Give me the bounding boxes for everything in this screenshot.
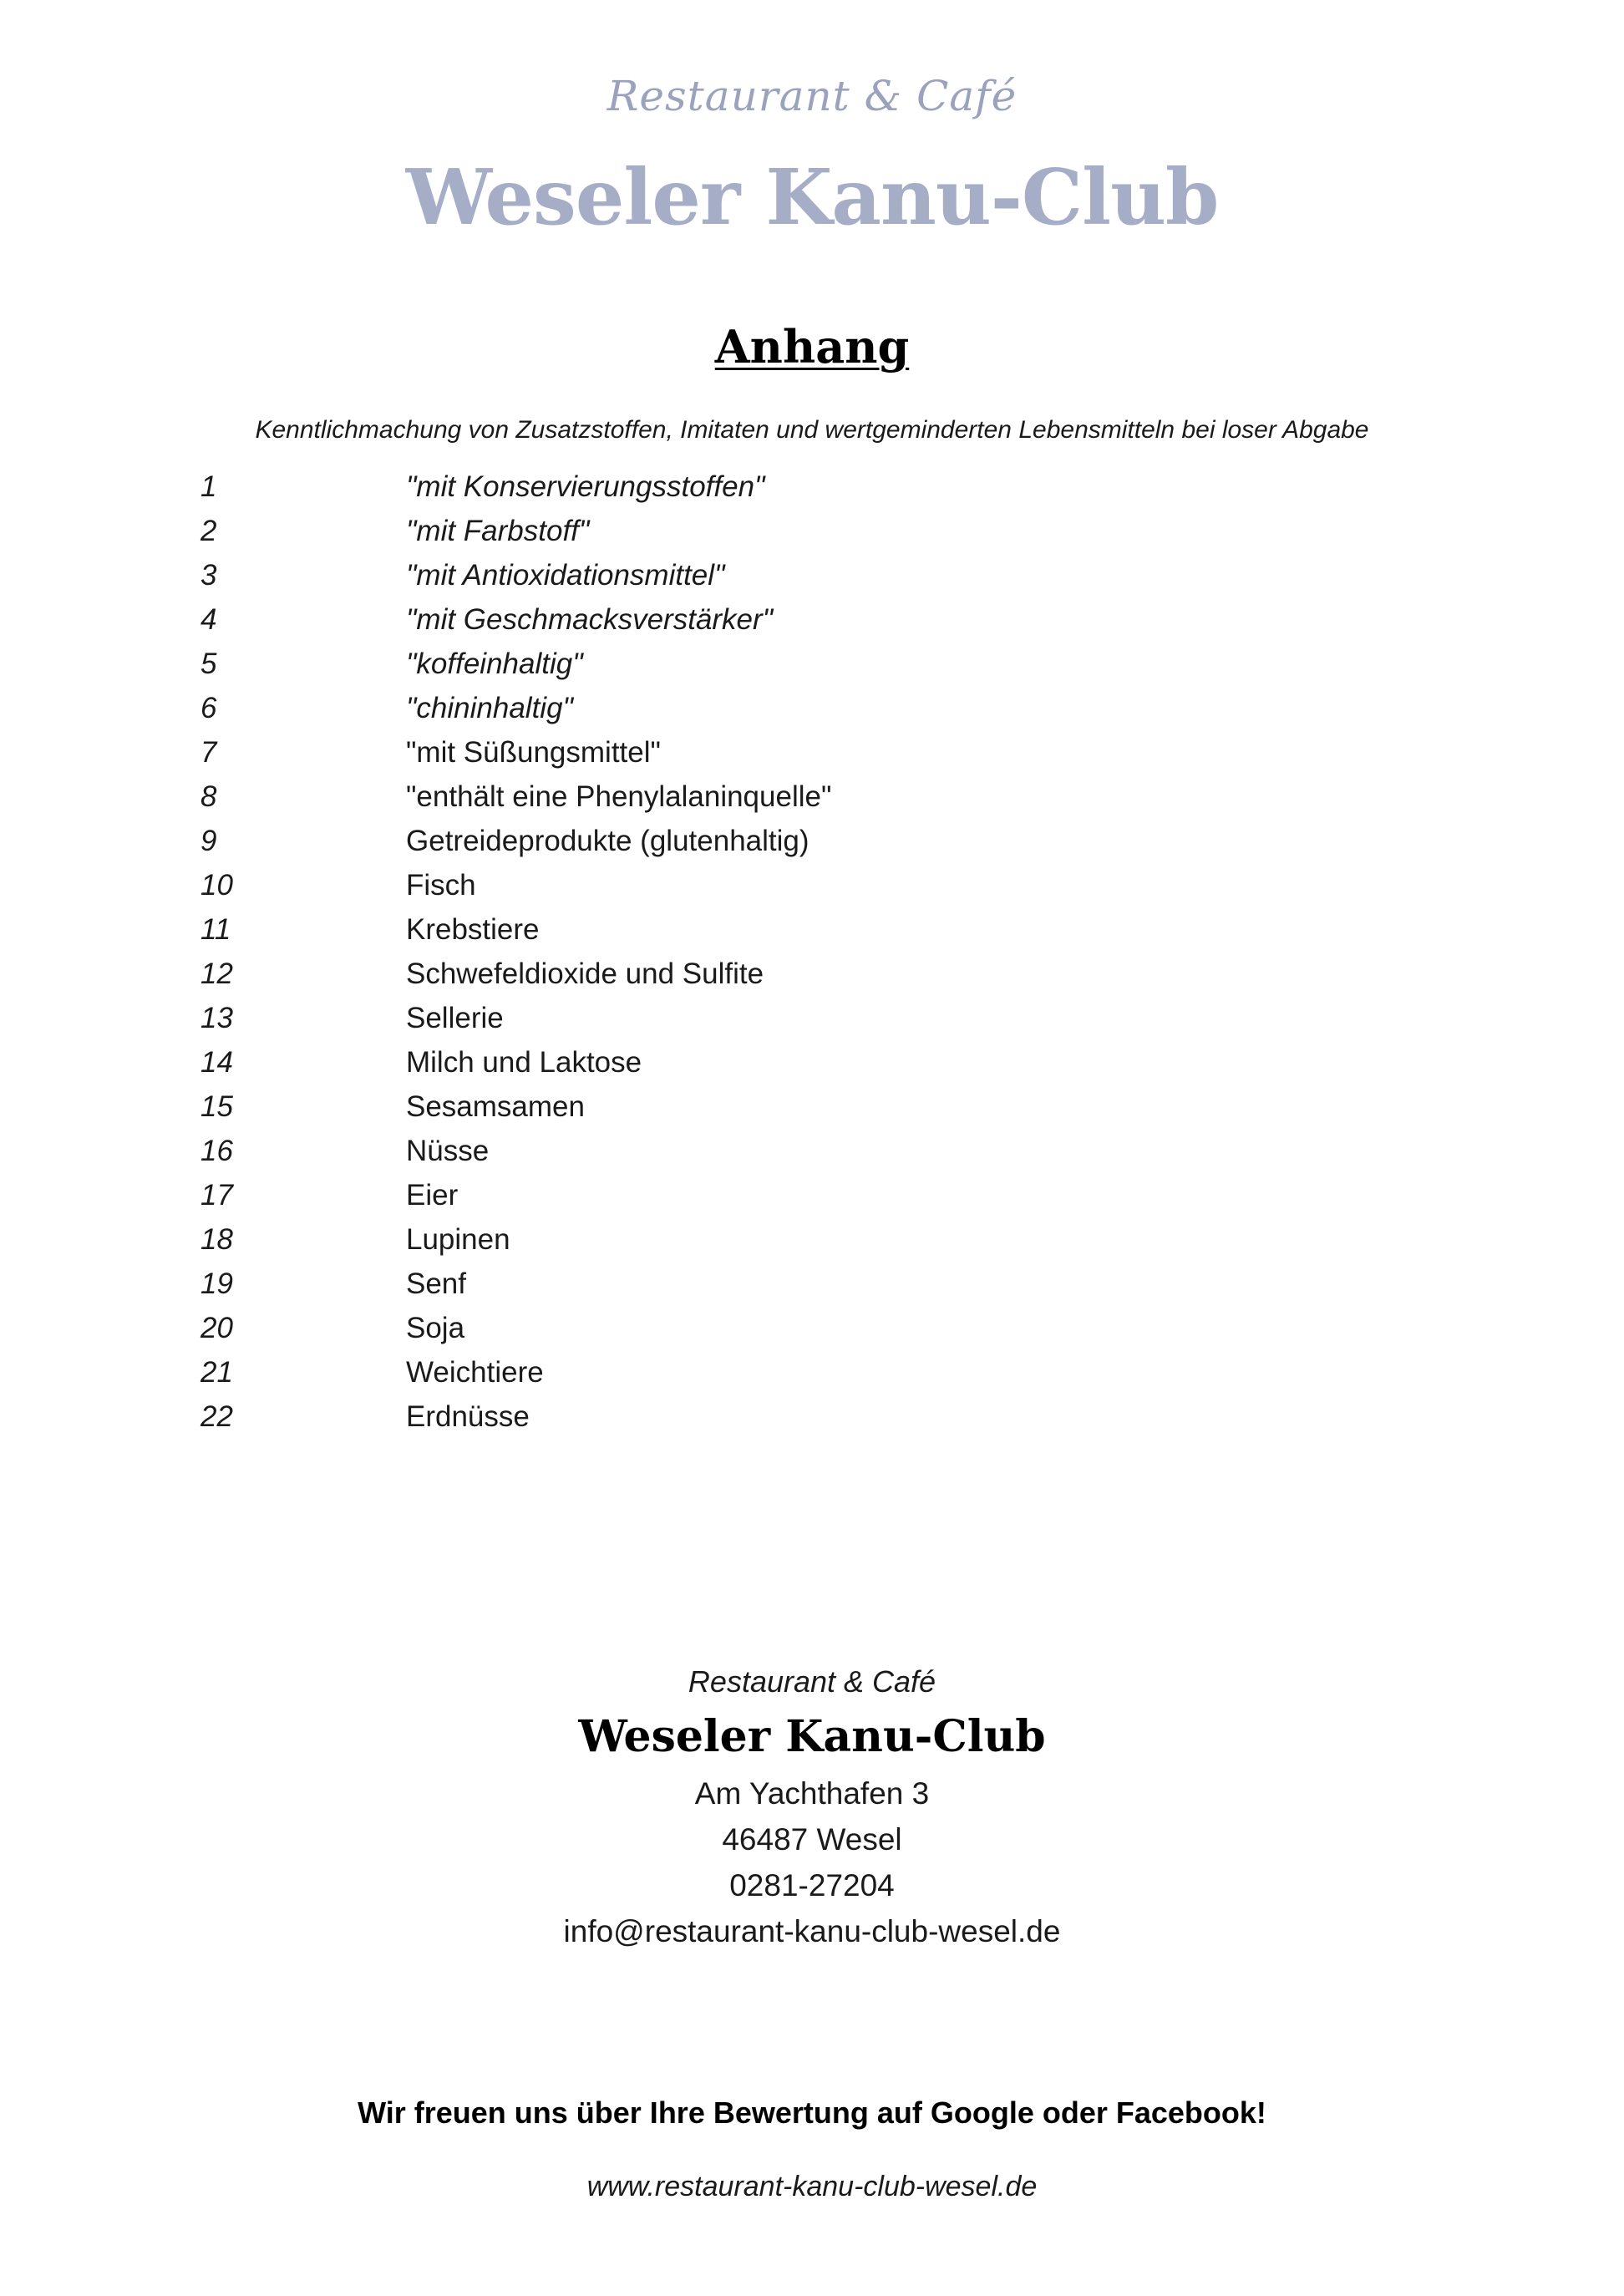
additives-list [200,465,1370,1439]
list-item [200,1306,1370,1350]
list-item-number: 4 [200,602,217,636]
list-item [200,819,1370,863]
list-item-number: 18 [200,1222,233,1256]
list-item-label: Milch und Laktose [406,1045,642,1079]
list-item-label: "mit Süßungsmittel" [406,735,661,769]
list-item [200,686,1370,730]
footer-phone: 0281-27204 [729,1868,895,1902]
list-item-label: Krebstiere [406,912,540,946]
footer-email: info@restaurant-kanu-club-wesel.de [563,1914,1061,1948]
list-item-number: 6 [200,691,217,724]
list-item [200,863,1370,907]
list-item [200,1129,1370,1173]
list-item-label: Sesamsamen [406,1090,585,1123]
footer-restaurant-name: Weseler Kanu-Club [578,1711,1046,1762]
list-item-label: Schwefeldioxide und Sulfite [406,957,764,990]
list-item-number: 15 [200,1090,233,1123]
list-item-label: "mit Farbstoff" [406,514,590,547]
list-item [200,1085,1370,1129]
footer-script-title: Restaurant & Café [688,1664,936,1699]
list-item-number: 10 [200,868,233,902]
list-item-label: "koffeinhaltig" [406,647,583,680]
page-subtitle: Kenntlichmachung von Zusatzstoffen, Imitaten und wertgeminderten Lebensmitteln bei loser Abgabe [255,416,1369,444]
list-item [200,952,1370,996]
list-item-number: 2 [200,514,217,547]
list-item-number: 17 [200,1178,233,1211]
list-item [200,1173,1370,1217]
list-item-label: Sellerie [406,1001,504,1034]
list-item [200,597,1370,642]
list-item-label: Lupinen [406,1222,510,1256]
footer-street: Am Yachthafen 3 [694,1776,930,1811]
page-title [0,320,1624,373]
list-item [200,775,1370,819]
list-item [200,465,1370,509]
list-item [200,1350,1370,1394]
list-item-label: Nüsse [406,1134,490,1167]
list-item-number: 3 [200,558,217,592]
list-item-number: 5 [200,647,217,680]
list-item [200,907,1370,952]
list-item-label: "chininhaltig" [406,691,573,724]
list-item-label: Erdnüsse [406,1399,530,1433]
list-item [200,642,1370,686]
list-item-number: 14 [200,1045,233,1079]
list-item-number: 7 [200,735,217,769]
list-item [200,553,1370,597]
website-link: www.restaurant-kanu-club-wesel.de [586,2171,1038,2202]
list-item-number: 19 [200,1267,233,1300]
list-item-number: 8 [200,780,217,813]
list-item [200,1217,1370,1262]
list-item [200,730,1370,775]
list-item [200,996,1370,1040]
list-item-label: "mit Geschmacksverstärker" [406,602,774,636]
list-item-label: Soja [406,1311,465,1344]
list-item-number: 22 [200,1399,233,1433]
list-item-label: "mit Konservierungsstoffen" [406,470,765,503]
rating-request: Wir freuen uns über Ihre Bewertung auf Google oder Facebook! [358,2095,1266,2130]
list-item-label: Senf [406,1267,466,1300]
list-item-label: Eier [406,1178,459,1211]
list-item-label: Weichtiere [406,1355,544,1389]
list-item-label: Getreideprodukte (glutenhaltig) [406,824,809,857]
page-title-text: Anhang [714,320,910,373]
list-item-number: 21 [200,1355,233,1389]
list-item-number: 1 [200,470,217,503]
header-script-title: Restaurant & Café [606,72,1018,120]
list-item-number: 20 [200,1311,233,1344]
list-item [200,509,1370,553]
list-item-label: "mit Antioxidationsmittel" [406,558,725,592]
list-item-number: 12 [200,957,233,990]
list-item-number: 13 [200,1001,233,1034]
list-item [200,1040,1370,1085]
list-item [200,1394,1370,1439]
list-item-number: 11 [200,912,231,946]
footer-city: 46487 Wesel [722,1822,902,1857]
list-item-label: Fisch [406,868,476,902]
list-item [200,1262,1370,1306]
list-item-label: "enthält eine Phenylalaninquelle" [406,780,832,813]
list-item-number: 16 [200,1134,233,1167]
list-item-number: 9 [200,824,217,857]
header-restaurant-name: Weseler Kanu-Club [405,152,1219,242]
